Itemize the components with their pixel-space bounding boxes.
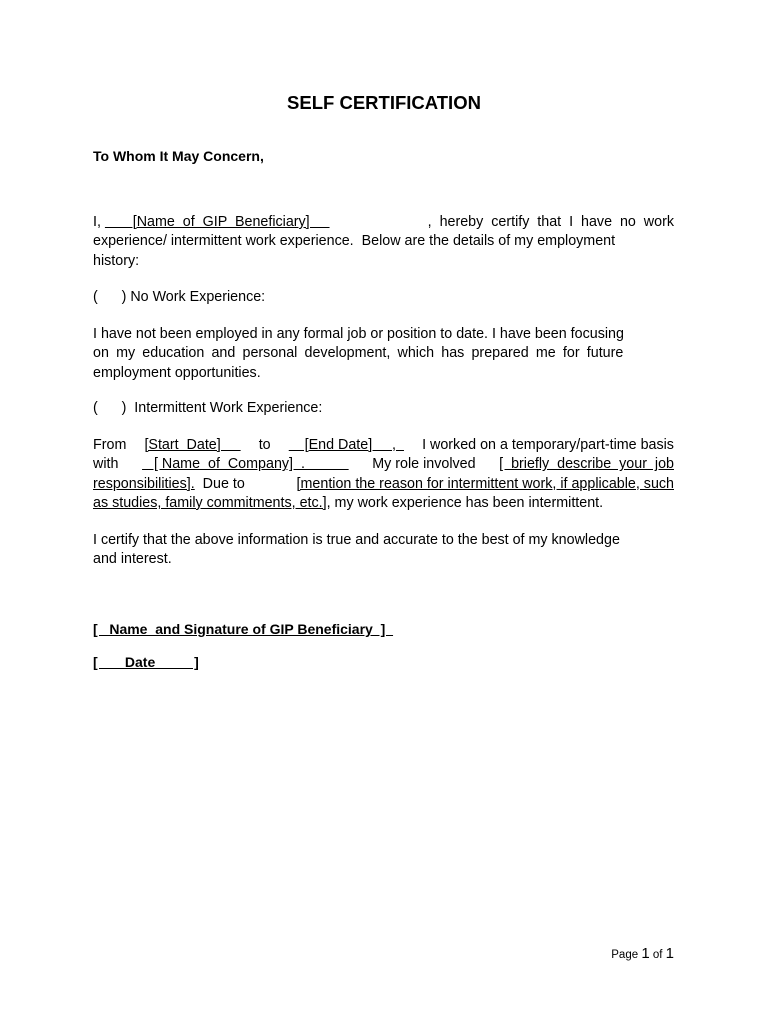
certify-paragraph: I certify that the above information is true and accurate to the best of my knowledge and interest.: [93, 532, 620, 568]
salutation: To Whom It May Concern,: [93, 148, 264, 164]
intro-certify-text: , hereby certify that I have no work: [427, 214, 674, 230]
total-page-count: 1: [665, 945, 674, 962]
current-page-number: 1: [641, 945, 650, 962]
intermittent-reason-placeholder: [mention the reason for intermittent work, if applicable, such: [296, 475, 674, 492]
start-date-placeholder: [Start Date]: [144, 437, 241, 453]
intro-line-3: history:: [93, 252, 140, 269]
company-name-placeholder: [ Name of Company] .: [142, 456, 349, 473]
page-number-footer: Page 1 of 1: [611, 945, 674, 962]
no-work-paragraph: I have not been employed in any formal job or position to date. I have been focusing on my education and personal development, which has prepared me for future employment opportunities.: [93, 326, 624, 381]
end-date-placeholder: [End Date] ,: [288, 437, 404, 453]
beneficiary-name-placeholder: [Name of GIP Beneficiary]: [104, 214, 330, 230]
intro-line-1: [93, 213, 674, 232]
job-description-placeholder: [ briefly describe your job: [499, 456, 674, 473]
intro-paragraph: [93, 213, 674, 271]
document-title: SELF CERTIFICATION: [287, 92, 481, 113]
intro-prefix: I,: [93, 214, 105, 230]
date-line: [ Date ]: [93, 654, 199, 670]
option-no-work-experience: ( ) No Work Experience:: [93, 289, 266, 305]
intro-line-2: experience/ intermittent work experience. Below are the details of my employment: [93, 233, 616, 250]
signature-line: [ Name and Signature of GIP Beneficiary ]: [93, 621, 394, 637]
option-intermittent-work-experience: ( ) Intermittent Work Experience:: [93, 400, 323, 416]
intermittent-paragraph: From [Start Date] to [End Date] , I worked on a temporary/part-time basis with [ Name of Company] . My role involved [ briefly describe your job responsibilities]. Due to [mention the reason for intermittent work, if applicable, such as studies, family commitments, etc.], my work experience has been intermittent.: [93, 437, 674, 511]
